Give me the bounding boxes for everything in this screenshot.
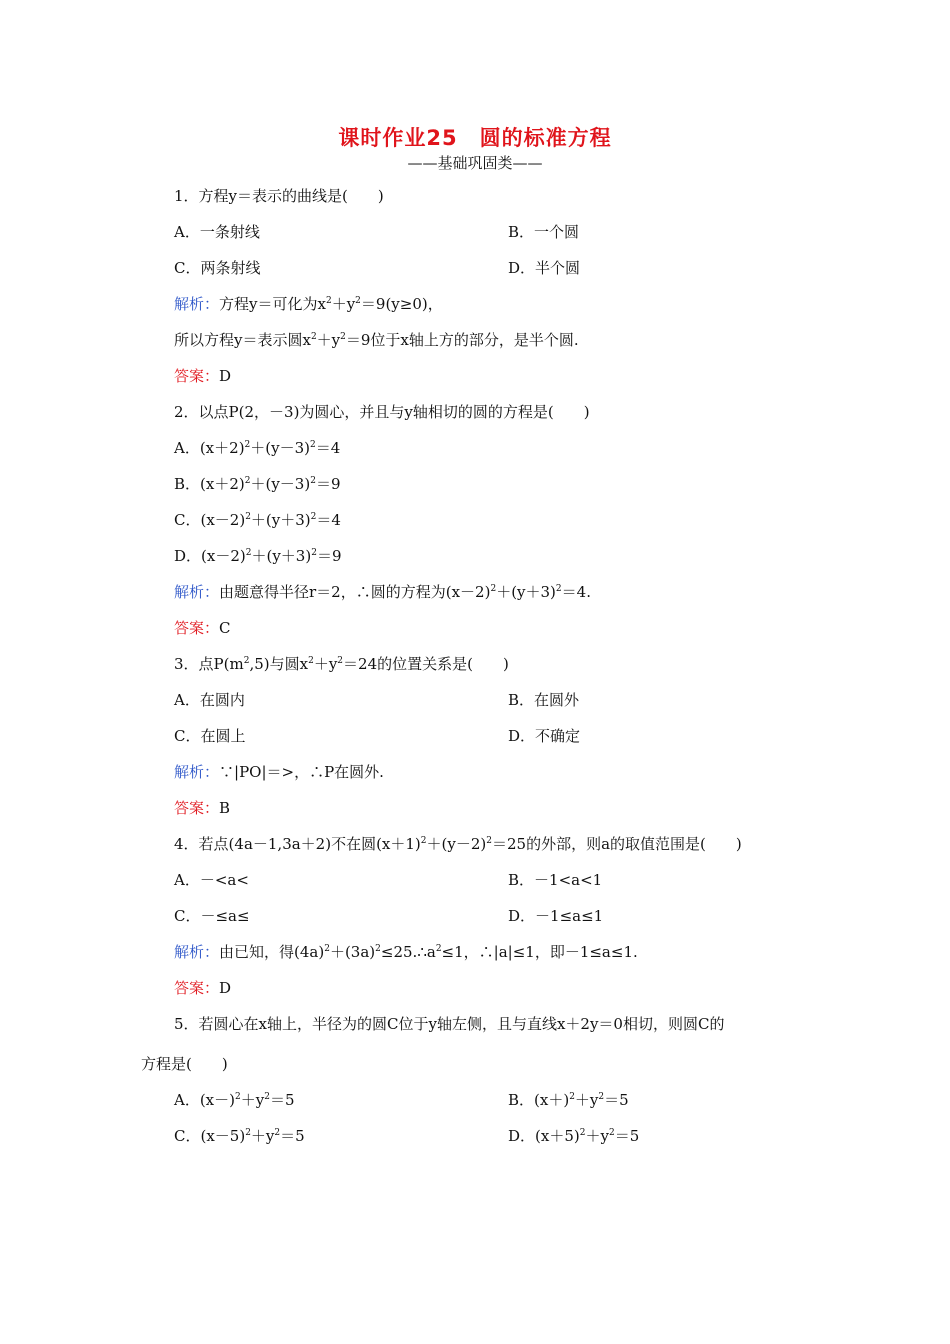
q3-answer: 答案：B — [174, 799, 231, 817]
q3-option-d: D．不确定 — [508, 727, 581, 745]
q4-option-d: D．－1≤a≤1 — [508, 907, 604, 925]
q3-option-a: A．在圆内 — [174, 691, 245, 709]
q5-option-c: C．$(x-5)^2+y^2=5$ — [174, 1127, 305, 1145]
q3-option-b: B．在圆外 — [508, 691, 580, 709]
q2-option-a: A．$(x+2)^2+(y-3)^2=4$ — [174, 439, 341, 457]
q5-stem: 5．若圆心在x轴上，半径为的圆C位于y轴左侧，且与直线x＋2y＝0相切，则圆C的 — [174, 1015, 725, 1033]
page-subtitle: ——基础巩固类—— — [407, 154, 543, 172]
q3-stem: 3．点$P(m^2,5)$与圆$x^2+y^2=24$的位置关系是( ) — [174, 655, 509, 673]
q4-answer: 答案：D — [174, 979, 232, 997]
analysis-label: 解析： — [174, 295, 220, 313]
q5-option-b: B．$(x+)^2+y^2=5$ — [508, 1091, 629, 1109]
q1-option-c: C．两条射线 — [174, 259, 261, 277]
q2-option-c: C．$(x-2)^2+(y+3)^2=4$ — [174, 511, 341, 529]
q5-stem-cont: 方程是( ) — [141, 1055, 228, 1073]
q2-answer: 答案：C — [174, 619, 231, 637]
q4-option-a: A．－<a< — [174, 871, 249, 889]
q1-option-a: A．一条射线 — [174, 223, 260, 241]
q1-stem: 1．方程y＝表示的曲线是( ) — [174, 187, 384, 205]
analysis-label: 解析： — [174, 763, 220, 781]
q4-stem: 4．若点(4a－1,3a＋2)不在圆$(x+1)^2+(y-2)^2=25$的外部，则a的取值范围是( ) — [174, 835, 742, 853]
q5-option-a: A．$(x-)^2+y^2=5$ — [174, 1091, 295, 1109]
q1-option-b: B．一个圆 — [508, 223, 580, 241]
q1-analysis: 解析：方程y＝可化为$x^2+y^2=9(y\ge 0)$， — [174, 295, 443, 313]
q4-option-c: C．－≤a≤ — [174, 907, 250, 925]
q1-answer: 答案：D — [174, 367, 232, 385]
q2-analysis: 解析：由题意得半径r＝2，∴圆的方程为$(x-2)^2+(y+3)^2=4$. — [174, 583, 591, 601]
page-title: 课时作业25 圆的标准方程 — [338, 126, 612, 150]
answer-label: 答案： — [174, 979, 220, 997]
q5-option-d: D．$(x+5)^2+y^2=5$ — [508, 1127, 640, 1145]
q2-option-d: D．$(x-2)^2+(y+3)^2=9$ — [174, 547, 342, 565]
q1-option-d: D．半个圆 — [508, 259, 581, 277]
q4-option-b: B．－1<a<1 — [508, 871, 603, 889]
q4-analysis: 解析：由已知，得$(4a)^2+(3a)^2\le 25.\therefore a^2\le 1$，∴|a|≤1，即－1≤a≤1. — [174, 943, 638, 961]
q1-analysis-cont: 所以方程y＝表示圆$x^2+y^2=9$位于x轴上方的部分，是半个圆. — [174, 331, 579, 349]
answer-label: 答案： — [174, 619, 220, 637]
answer-label: 答案： — [174, 799, 220, 817]
answer-label: 答案： — [174, 367, 220, 385]
q2-option-b: B．$(x+2)^2+(y-3)^2=9$ — [174, 475, 341, 493]
q3-option-c: C．在圆上 — [174, 727, 246, 745]
analysis-label: 解析： — [174, 583, 220, 601]
q3-analysis: 解析：∵|PO|＝>，∴P在圆外. — [174, 763, 384, 781]
analysis-label: 解析： — [174, 943, 220, 961]
q2-stem: 2．以点P(2，－3)为圆心，并且与y轴相切的圆的方程是( ) — [174, 403, 590, 421]
